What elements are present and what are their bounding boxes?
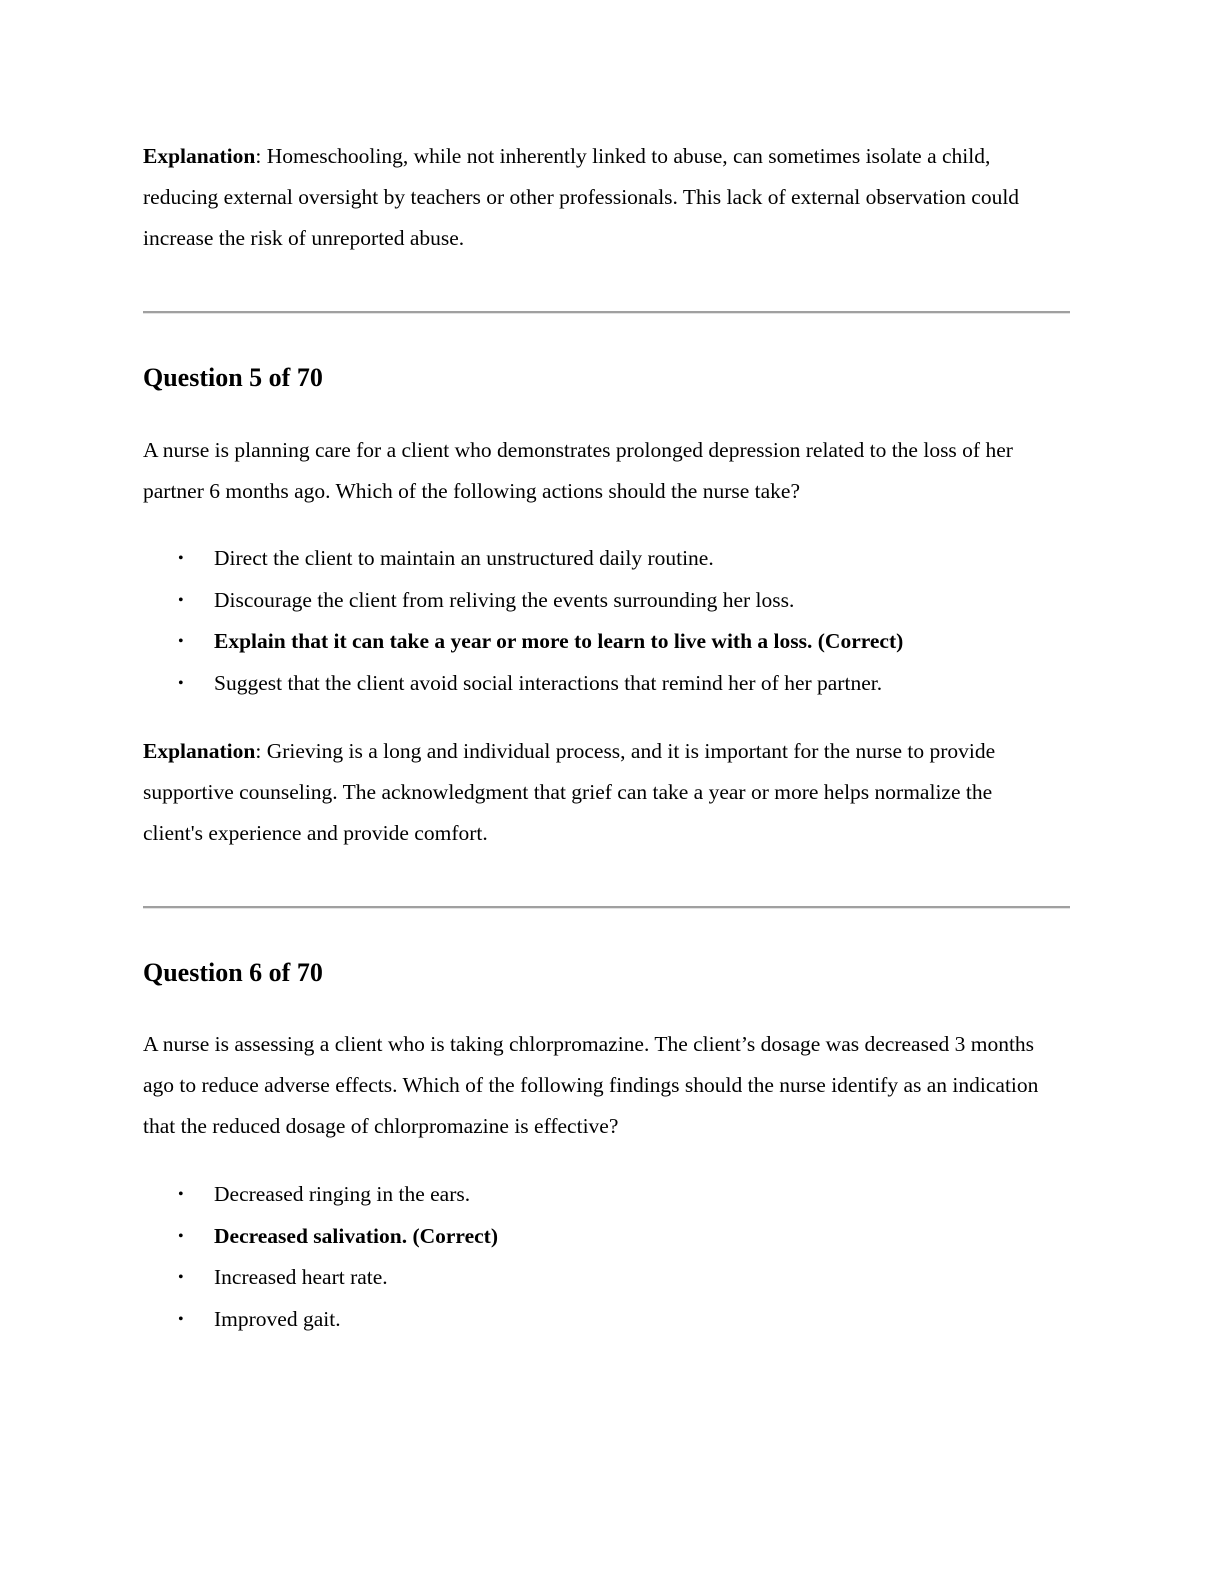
option-text: Increased heart rate. — [214, 1265, 388, 1289]
option-text: Improved gait. — [214, 1306, 341, 1331]
divider — [143, 906, 1070, 909]
bullet-icon: • — [178, 1227, 184, 1245]
question-stem: A nurse is planning care for a client who demonstrates prolonged depression related to the loss of her partner 6 months ago. Which of the following actions should the nurse take? — [143, 438, 1013, 503]
option-text: Decreased salivation. (Correct) — [214, 1223, 498, 1248]
option-item — [143, 1257, 1073, 1299]
question-stem: A nurse is assessing a client who is taking chlorpromazine. The client’s dosage was decreased 3 months ago to reduce adverse effects. Which of the following findings should the nurse identify as an indication that the reduced dosage of chlorpromazine is effective? — [143, 1032, 1039, 1138]
bullet-icon: • — [178, 591, 184, 609]
bullet-icon: • — [178, 1269, 184, 1286]
option-item-correct — [143, 1216, 1073, 1258]
explanation-text: Grieving is a long and individual process, and it is important for the nurse to provide supportive counseling. The acknowledgment that grief can take a year or more helps normalize the client's experience and provide comfort. — [143, 739, 996, 845]
question-explanation: Explanation: Grieving is a long and individual process, and it is important for the nurse to provide supportive counseling. The acknowledgment that grief can take a year or more helps normalize the client's experience and provide comfort. — [143, 739, 996, 845]
bullet-icon: • — [178, 674, 184, 692]
bullet-icon: • — [178, 1186, 184, 1203]
option-text: Direct the client to maintain an unstructured daily routine. — [214, 546, 714, 570]
answer-options — [143, 538, 1073, 704]
prev-explanation: Explanation: Homeschooling, while not inherently linked to abuse, can sometimes isolate a child, reducing external oversight by teachers or other professionals. This lack of external observation could increase the risk of unreported abuse. — [143, 144, 1020, 250]
option-text: Decreased ringing in the ears. — [214, 1182, 471, 1206]
answer-options — [143, 1174, 1073, 1340]
option-item-correct — [143, 621, 1073, 663]
option-item — [143, 1174, 1073, 1216]
option-item — [143, 538, 1073, 580]
bullet-icon: • — [178, 1310, 184, 1328]
option-item — [143, 1299, 1073, 1341]
explanation-label: Explanation — [143, 739, 256, 763]
explanation-text: Homeschooling, while not inherently linked to abuse, can sometimes isolate a child, reducing external oversight by teachers or other professionals. This lack of external observation could increase the risk of unreported abuse. — [143, 144, 1020, 250]
option-text: Discourage the client from reliving the events surrounding her loss. — [214, 587, 795, 612]
option-item — [143, 663, 1073, 705]
option-item — [143, 580, 1073, 622]
bullet-icon: • — [178, 633, 184, 650]
question-title: Question 5 of 70 — [143, 363, 323, 392]
bullet-icon: • — [178, 550, 184, 567]
question-title: Question 6 of 70 — [143, 958, 323, 987]
explanation-label: Explanation — [143, 144, 256, 168]
option-text: Suggest that the client avoid social interactions that remind her of her partner. — [214, 670, 883, 695]
option-text: Explain that it can take a year or more to learn to live with a loss. (Correct) — [214, 629, 904, 653]
divider — [143, 311, 1070, 314]
